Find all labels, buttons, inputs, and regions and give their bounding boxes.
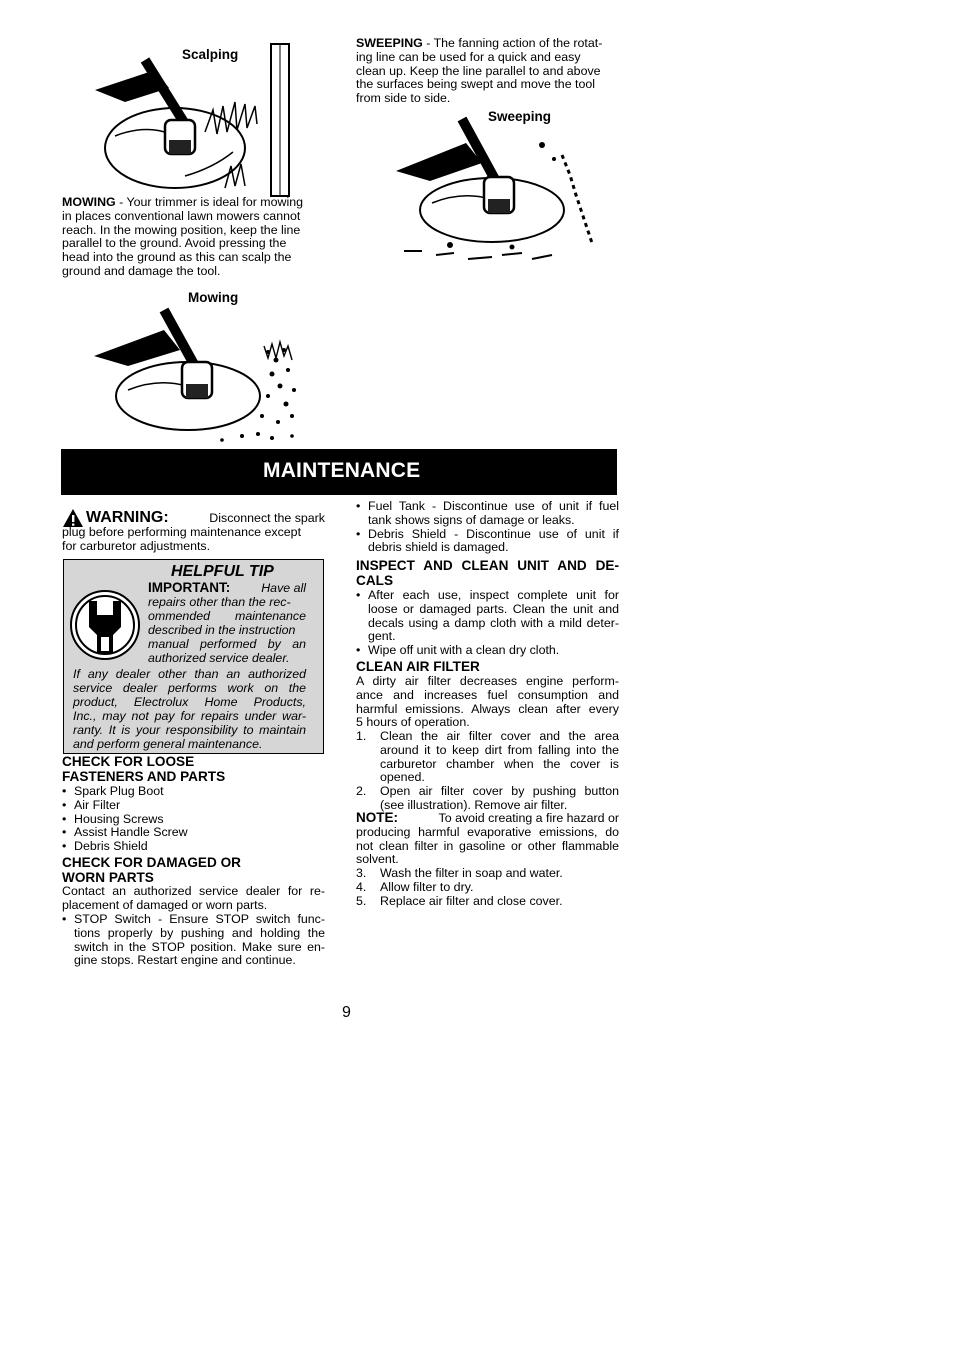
inspect-clean-list [356,589,619,658]
mowing-paragraph: MOWING - Your trimmer is ideal for mowing in places conventional lawn mowers cannot reach. In the mowing position, keep the line parallel to the ground. Avoid pressing the head into the ground as this can scalp the ground and damage the tool. [62,195,303,278]
list-item: • Debris Shield - Discontinue use of unit if debris shield is damaged. [356,528,619,556]
helpful-tip-box [63,559,324,754]
list-item: • Debris Shield [62,840,325,854]
air-filter-intro: A dirty air filter decreases engine perform- ance and increases fuel consumption and harmful emissions. Always clean after every 5 hours of operation. [356,674,619,730]
list-item: • Assist Handle Screw [62,826,325,840]
note-label: NOTE: [356,810,398,825]
sweeping-lead: SWEEPING [356,36,423,50]
sweeping-figure-label: Sweeping [488,109,552,124]
list-item: 5. Replace air filter and close cover. [356,893,563,908]
list-item: • STOP Switch - Ensure STOP switch func- tions properly by pushing and holding the switch in the STOP position. Make sure en- gine stops. Restart engine and continue. [62,913,325,968]
scalping-illustration [85,40,325,200]
list-item: 2. Open air filter cover by pushing button (see illustration). Remove air filter. [356,784,619,812]
inspect-clean-heading: INSPECT AND CLEAN UNIT AND DE- CALS [356,558,619,588]
important-label: IMPORTANT: [148,580,231,595]
dealer-warranty-note: If any dealer other than an authorized service dealer performs work on the product, Electrolux Home Products, Inc., may not pay for repairs under war- ranty. It is your responsibility to maintain and perform general maintenance. [73,667,306,751]
maintenance-banner [61,449,617,495]
list-item: 4. Allow filter to dry. [356,879,474,894]
sweeping-illustration [392,115,607,273]
list-item: • Wipe off unit with a clean dry cloth. [356,644,619,658]
list-item: • Fuel Tank - Discontinue use of unit if fuel tank shows signs of damage or leaks. [356,500,619,528]
mowing-lead: MOWING [62,195,116,209]
list-item: • Spark Plug Boot [62,785,325,799]
wrench-icon [69,587,141,663]
mowing-illustration [92,300,312,446]
maintenance-title: MAINTENANCE [263,459,421,482]
warning-paragraph: WARNING: Disconnect the spark plug before performing maintenance except for carburetor adjustments. [62,509,325,553]
list-item: • Housing Screws [62,813,325,827]
air-filter-note: NOTE: To avoid creating a fire hazard or producing harmful evaporative emissions, do not clean filter in gasoline or other flammable solvent. [356,810,619,867]
mowing-figure-label: Mowing [188,290,239,305]
list-item: • Air Filter [62,799,325,813]
important-note: IMPORTANT: Have all repairs other than the rec- ommended maintenance described in the instruction manual performed by an authorized service dealer. [148,580,306,665]
loose-fasteners-heading: CHECK FOR LOOSE FASTENERS AND PARTS [62,754,226,784]
damaged-parts-intro: Contact an authorized service dealer for re- placement of damaged or worn parts. [62,884,325,912]
list-item: 1. Clean the air filter cover and the area around it to keep dirt from falling into the carburetor chamber when the cover is opened. [356,729,619,785]
helpful-tip-title: HELPFUL TIP [171,563,274,580]
scalping-figure-label: Scalping [182,47,239,62]
fuel-debris-list [356,500,619,555]
list-item: 3. Wash the filter in soap and water. [356,866,563,880]
sweeping-paragraph: SWEEPING - The fanning action of the rotat- ing line can be used for a quick and easy clean up. Keep the line parallel to and above the surfaces being swept and move the tool from side to side. [356,36,603,106]
air-filter-steps-b [356,867,619,908]
damaged-parts-heading: CHECK FOR DAMAGED OR WORN PARTS [62,855,241,885]
page-number: 9 [342,1004,351,1021]
air-filter-steps-a [356,730,619,813]
stop-switch-list [62,913,325,968]
warning-label: WARNING: [86,509,169,526]
clean-air-filter-heading: CLEAN AIR FILTER [356,659,480,674]
loose-fasteners-list [62,785,325,854]
list-item: • After each use, inspect complete unit for loose or damaged parts. Clean the unit and decals using a damp cloth with a mild deter- gent. [356,589,619,644]
